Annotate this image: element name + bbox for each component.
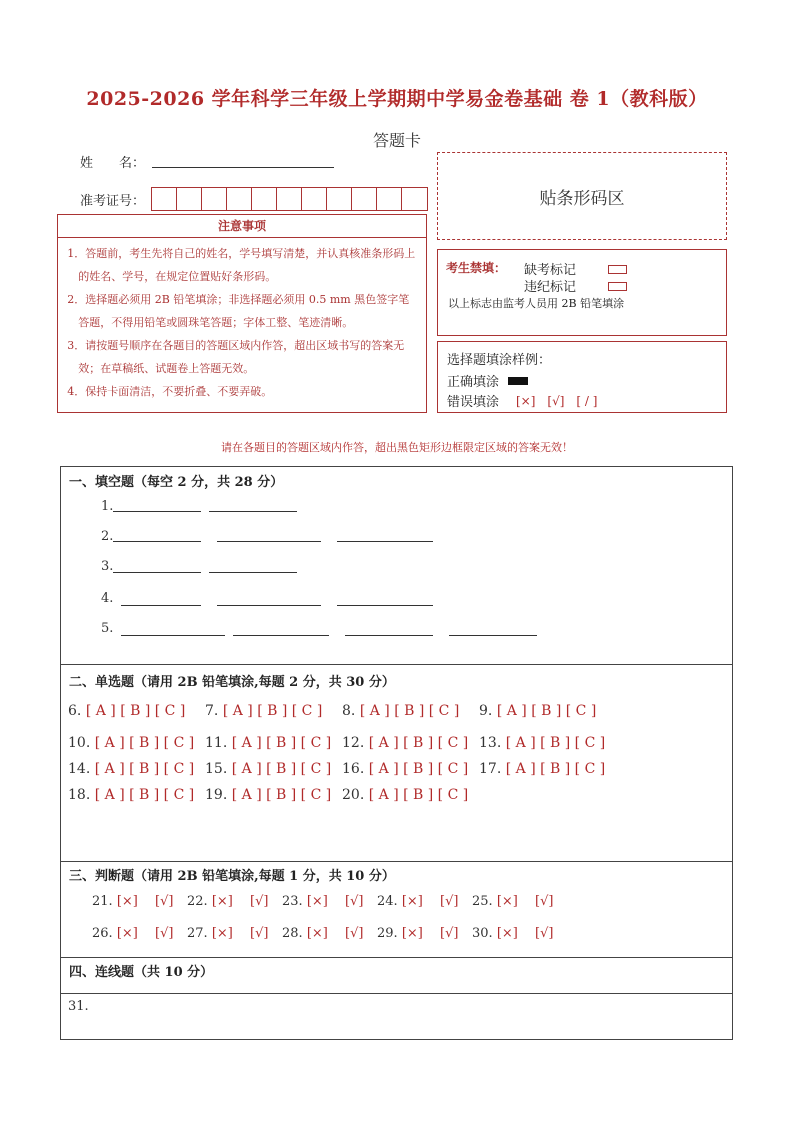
true-false-question[interactable] — [187, 922, 268, 941]
id-digit-cell[interactable] — [202, 188, 227, 210]
ban-note: 以上标志由监考人员用 2B 铅笔填涂 — [448, 297, 625, 310]
answer-blank[interactable] — [337, 605, 433, 606]
answer-blank[interactable] — [449, 635, 537, 636]
question-number: 31. — [68, 999, 89, 1014]
true-false-options[interactable]: [×] [√] — [306, 926, 364, 941]
question-number: 30. — [472, 926, 493, 941]
question-number: 8. — [342, 703, 356, 719]
choice-options[interactable]: [ A ] [ B ] [ C ] — [231, 787, 332, 803]
question-number: 24. — [377, 894, 398, 909]
question-number: 28. — [282, 926, 303, 941]
choice-question[interactable] — [68, 761, 194, 777]
name-label: 姓 名： — [80, 156, 146, 171]
id-digit-cell[interactable] — [402, 188, 427, 210]
wrong-fill-samples: [×] [√] [ / ] — [516, 394, 598, 408]
answer-blank[interactable] — [209, 572, 297, 573]
true-false-question[interactable] — [282, 922, 363, 941]
true-false-question[interactable] — [472, 890, 553, 909]
id-digit-cell[interactable] — [277, 188, 302, 210]
choice-question[interactable] — [68, 735, 194, 751]
question-number: 19. — [205, 787, 228, 803]
true-false-options[interactable]: [×] [√] — [401, 926, 459, 941]
choice-question[interactable] — [68, 787, 194, 803]
id-digit-cell[interactable] — [177, 188, 202, 210]
true-false-options[interactable]: [×] [√] — [211, 894, 269, 909]
question-number: 27. — [187, 926, 208, 941]
notice-box — [57, 214, 427, 413]
choice-options[interactable]: [ A ] [ B ] [ C ] — [505, 761, 606, 777]
question-number: 22. — [187, 894, 208, 909]
id-number-boxes[interactable] — [151, 187, 428, 211]
question-number: 29. — [377, 926, 398, 941]
section-divider — [61, 993, 732, 994]
true-false-question[interactable] — [282, 890, 363, 909]
fill-example-box — [437, 341, 727, 413]
answer-blank[interactable] — [113, 511, 201, 512]
section-single-choice-title: 二、单选题（请用 2B 铅笔填涂,每题 2 分，共 30 分） — [69, 675, 395, 690]
answer-blank[interactable] — [113, 572, 201, 573]
section-divider — [61, 957, 732, 958]
true-false-options[interactable]: [×] [√] — [116, 894, 174, 909]
answer-blank[interactable] — [209, 511, 297, 512]
question-number: 26. — [92, 926, 113, 941]
choice-options[interactable]: [ A ] [ B ] [ C ] — [496, 703, 597, 719]
answer-blank[interactable] — [217, 541, 321, 542]
id-label: 准考证号： — [80, 194, 146, 209]
question-number: 14. — [68, 761, 91, 777]
question-number: 7. — [205, 703, 219, 719]
answer-area — [60, 466, 733, 1040]
section-divider — [61, 861, 732, 862]
id-digit-cell[interactable] — [352, 188, 377, 210]
answer-blank[interactable] — [113, 541, 201, 542]
id-digit-cell[interactable] — [152, 188, 177, 210]
name-field[interactable] — [152, 166, 334, 168]
id-digit-cell[interactable] — [327, 188, 352, 210]
question-number: 23. — [282, 894, 303, 909]
choice-question[interactable] — [479, 761, 605, 777]
choice-question[interactable] — [342, 787, 468, 803]
answer-blank[interactable] — [337, 541, 433, 542]
notice-heading: 注意事项 — [58, 215, 426, 238]
question-number: 12. — [342, 735, 365, 751]
question-number: 21. — [92, 894, 113, 909]
section-divider — [61, 664, 732, 665]
choice-options[interactable]: [ A ] [ B ] [ C ] — [359, 703, 460, 719]
section-true-false-title: 三、判断题（请用 2B 铅笔填涂,每题 1 分，共 10 分） — [69, 869, 395, 884]
answer-blank[interactable] — [217, 605, 321, 606]
true-false-options[interactable]: [×] [√] — [116, 926, 174, 941]
choice-question[interactable] — [68, 703, 185, 719]
choice-options[interactable]: [ A ] [ B ] [ C ] — [505, 735, 606, 751]
example-heading: 选择题填涂样例： — [447, 353, 552, 368]
choice-options[interactable]: [ A ] [ B ] [ C ] — [368, 735, 469, 751]
page-subtitle: 答题卡 — [372, 131, 421, 150]
true-false-question[interactable] — [92, 890, 173, 909]
choice-question[interactable] — [205, 787, 331, 803]
choice-options[interactable]: [ A ] [ B ] [ C ] — [368, 761, 469, 777]
choice-options[interactable]: [ A ] [ B ] [ C ] — [231, 735, 332, 751]
choice-question[interactable] — [342, 761, 468, 777]
question-number: 5. — [101, 621, 114, 636]
answer-blank[interactable] — [121, 635, 225, 636]
absent-mark-label: 缺考标记 — [524, 263, 577, 278]
correct-fill-label: 正确填涂 — [447, 375, 500, 390]
answer-blank[interactable] — [345, 635, 433, 636]
true-false-question[interactable] — [92, 922, 173, 941]
correct-fill-sample — [508, 373, 528, 388]
notice-item: 3．请按题号顺序在各题目的答题区域内作答，超出区域书写的答案无效；在草稿纸、试题卷上答题无效。 — [67, 339, 405, 375]
true-false-question[interactable] — [187, 890, 268, 909]
answer-area-warning: 请在各题目的答题区域内作答，超出黑色矩形边框限定区域的答案无效！ — [221, 441, 573, 454]
choice-options[interactable]: [ A ] [ B ] [ C ] — [94, 735, 195, 751]
choice-question[interactable] — [479, 703, 596, 719]
true-false-question[interactable] — [377, 922, 458, 941]
question-number: 3. — [101, 559, 114, 574]
section-fill-blank-title: 一、填空题（每空 2 分，共 28 分） — [69, 475, 284, 490]
choice-question[interactable] — [205, 761, 331, 777]
id-digit-cell[interactable] — [302, 188, 327, 210]
violation-mark-label: 违纪标记 — [524, 280, 577, 295]
notice-item: 4．保持卡面清洁，不要折叠、不要弄破。 — [67, 385, 273, 398]
choice-options[interactable]: [ A ] [ B ] [ C ] — [94, 787, 195, 803]
question-number: 18. — [68, 787, 91, 803]
question-number: 17. — [479, 761, 502, 777]
question-number: 20. — [342, 787, 365, 803]
wrong-fill-label: 错误填涂 — [447, 395, 500, 410]
ban-label: 考生禁填： — [446, 261, 507, 275]
question-number: 10. — [68, 735, 91, 751]
notice-item: 1．答题前，考生先将自己的姓名，学号填写清楚，并认真核准条形码上的姓名、学号，在规定位置贴好条形码。 — [67, 247, 416, 283]
examinee-prohibited-box — [437, 249, 727, 336]
choice-question[interactable] — [342, 735, 468, 751]
absent-mark-box[interactable] — [608, 262, 627, 276]
question-number: 16. — [342, 761, 365, 777]
question-number: 15. — [205, 761, 228, 777]
question-number: 25. — [472, 894, 493, 909]
id-digit-cell[interactable] — [377, 188, 402, 210]
true-false-options[interactable]: [×] [√] — [211, 926, 269, 941]
question-number: 6. — [68, 703, 82, 719]
notice-item: 2．选择题必须用 2B 铅笔填涂；非选择题必须用 0.5 mm 黑色签字笔答题，不得用铅笔或圆珠笔答题；字体工整、笔迹清晰。 — [67, 293, 410, 329]
answer-blank[interactable] — [121, 605, 201, 606]
question-number: 9. — [479, 703, 493, 719]
question-number: 11. — [205, 735, 228, 751]
true-false-options[interactable]: [×] [√] — [306, 894, 364, 909]
id-digit-cell[interactable] — [252, 188, 277, 210]
section-matching-title: 四、连线题（共 10 分） — [69, 965, 214, 980]
true-false-question[interactable] — [377, 890, 458, 909]
true-false-options[interactable]: [×] [√] — [496, 894, 554, 909]
question-number: 1. — [101, 499, 114, 514]
question-number: 2. — [101, 529, 114, 544]
choice-options[interactable]: [ A ] [ B ] [ C ] — [222, 703, 323, 719]
barcode-label: 贴条形码区 — [539, 188, 625, 209]
violation-mark-box[interactable] — [608, 279, 627, 293]
choice-question[interactable] — [205, 735, 331, 751]
true-false-options[interactable]: [×] [√] — [496, 926, 554, 941]
page-title: 2025-2026 学年科学三年级上学期期中学易金卷基础 卷 1（教科版） — [86, 88, 708, 110]
true-false-options[interactable]: [×] [√] — [401, 894, 459, 909]
id-digit-cell[interactable] — [227, 188, 252, 210]
choice-question[interactable] — [342, 703, 459, 719]
choice-options[interactable]: [ A ] [ B ] [ C ] — [368, 787, 469, 803]
choice-question[interactable] — [479, 735, 605, 751]
question-number: 4. — [101, 591, 114, 606]
barcode-area — [437, 152, 727, 240]
question-number: 13. — [479, 735, 502, 751]
choice-question[interactable] — [205, 703, 322, 719]
choice-options[interactable]: [ A ] [ B ] [ C ] — [85, 703, 186, 719]
answer-blank[interactable] — [233, 635, 329, 636]
choice-options[interactable]: [ A ] [ B ] [ C ] — [231, 761, 332, 777]
true-false-question[interactable] — [472, 922, 553, 941]
choice-options[interactable]: [ A ] [ B ] [ C ] — [94, 761, 195, 777]
